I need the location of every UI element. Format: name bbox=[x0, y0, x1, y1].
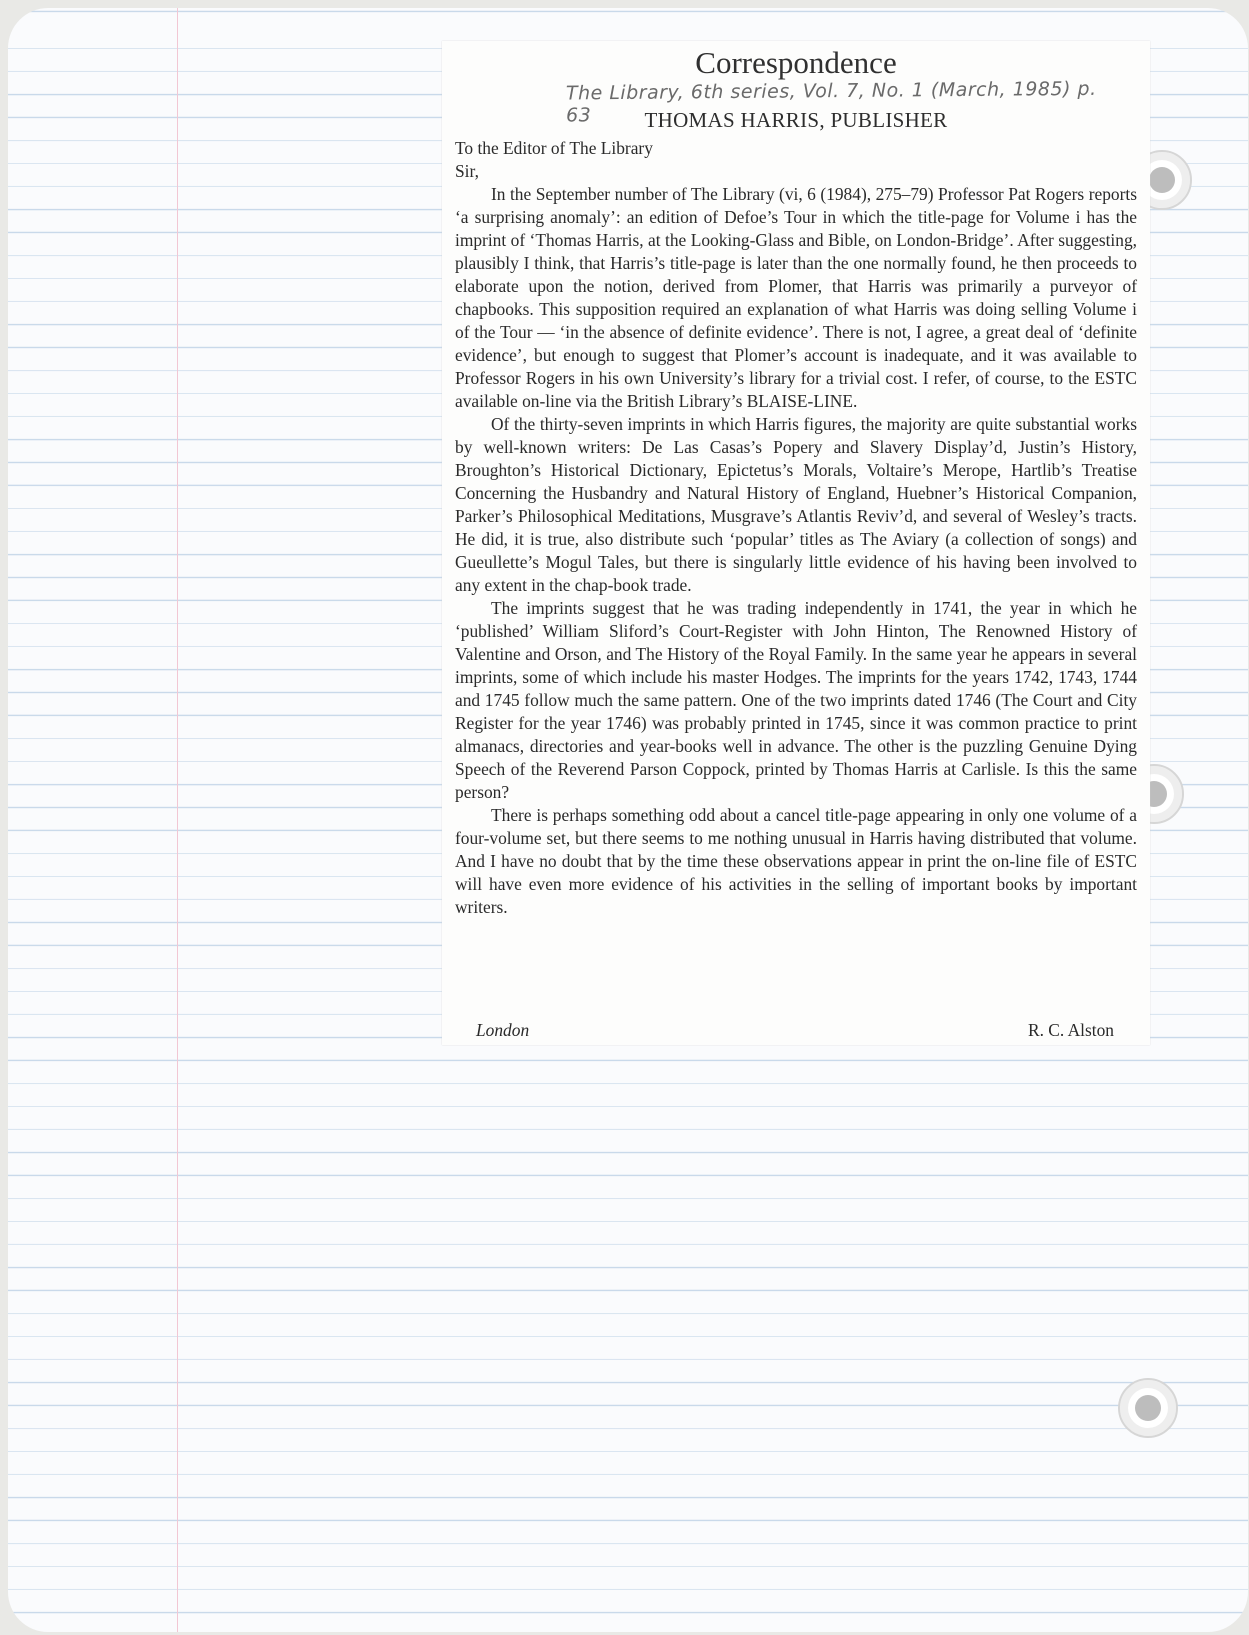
section-heading: Correspondence bbox=[695, 45, 897, 80]
notebook-page bbox=[8, 8, 1248, 1632]
author-signature: R. C. Alston bbox=[1027, 1020, 1114, 1040]
paragraph-3: The imprints suggest that he was trading independently in 1741, the year in which he ‘published’ William Sliford’s Court-Register with John Hinton, The Renowned History of Valentine and Orson, and The History of the Royal Family. In the same year he appears in several imprints, some of which include his master Hodges. The imprints for the years 1742, 1743, 1744 and 1745 follow much the same pattern. One of the two imprints dated 1746 (The Court and City Register for the year 1746) was probably printed in 1745, since it was common practice to print almanacs, directories and year-books well in advance. The other is the puzzling Genuine Dying Speech of the Reverend Parson Coppock, printed by Thomas Harris at Carlisle. Is this the same person? bbox=[455, 598, 1137, 802]
article-clipping bbox=[442, 41, 1150, 1045]
paragraph-4: There is perhaps something odd about a cancel title-page appearing in only one volume of a four-volume set, but there seems to me nothing unusual in Harris having distributed that volume. And I have no doubt that by the time these observations appear in print the on-line file of ESTC will have even more evidence of his activities in the selling of important books by important writers. bbox=[455, 805, 1137, 917]
salutation-sir: Sir, bbox=[455, 161, 479, 181]
margin-line bbox=[177, 8, 178, 1632]
paragraph-1: In the September number of The Library (vi, 6 (1984), 275–79) Professor Pat Rogers reports ‘a surprising anomaly’: an edition of Defoe’s Tour in which the title-page for Volume i has the imprint of ‘Thomas Harris, at the Looking-Glass and Bible, on London-Bridge’. After suggesting, plausibly I think, that Harris’s title-page is later than the one normally found, he then proceeds to elaborate upon the notion, derived from Plomer, that Harris was primarily a purveyor of chapbooks. This supposition required an explanation of what Harris was doing selling Volume i of the Tour — ‘in the absence of definite evidence’. There is not, I agree, a great deal of ‘definite evidence’, but enough to suggest that Plomer’s account is inadequate, and it was available to Professor Rogers in his own University’s library for a trivial cost. I refer, of course, to the ESTC available on-line via the British Library’s BLAISE-LINE. bbox=[455, 184, 1137, 411]
signature-line bbox=[476, 1020, 1114, 1041]
binder-hole-bottom bbox=[1118, 1378, 1178, 1438]
article-title: THOMAS HARRIS, PUBLISHER bbox=[644, 108, 948, 132]
salutation-line: To the Editor of The Library bbox=[455, 138, 653, 158]
place-name: London bbox=[476, 1020, 530, 1040]
article-body bbox=[455, 137, 1137, 919]
handwritten-citation: The Library, 6th series, Vol. 7, No. 1 (March, 1985) p. 63 bbox=[565, 77, 1097, 127]
paragraph-2: Of the thirty-seven imprints in which Harris figures, the majority are quite substantial works by well-known writers: De Las Casas’s Popery and Slavery Display’d, Justin’s History, Broughton’s Historical Dictionary, Epictetus’s Morals, Voltaire’s Merope, Hartlib’s Treatise Concerning the Husbandry and Natural History of England, Huebner’s Historical Companion, Parker’s Philosophical Meditations, Musgrave’s Atlantis Reviv’d, and several of Wesley’s tracts. He did, it is true, also distribute such ‘popular’ titles as The Aviary (a collection of songs) and Gueullette’s Mogul Tales, but there is singularly little evidence of his having been involved to any extent in the chap-book trade. bbox=[455, 414, 1137, 595]
